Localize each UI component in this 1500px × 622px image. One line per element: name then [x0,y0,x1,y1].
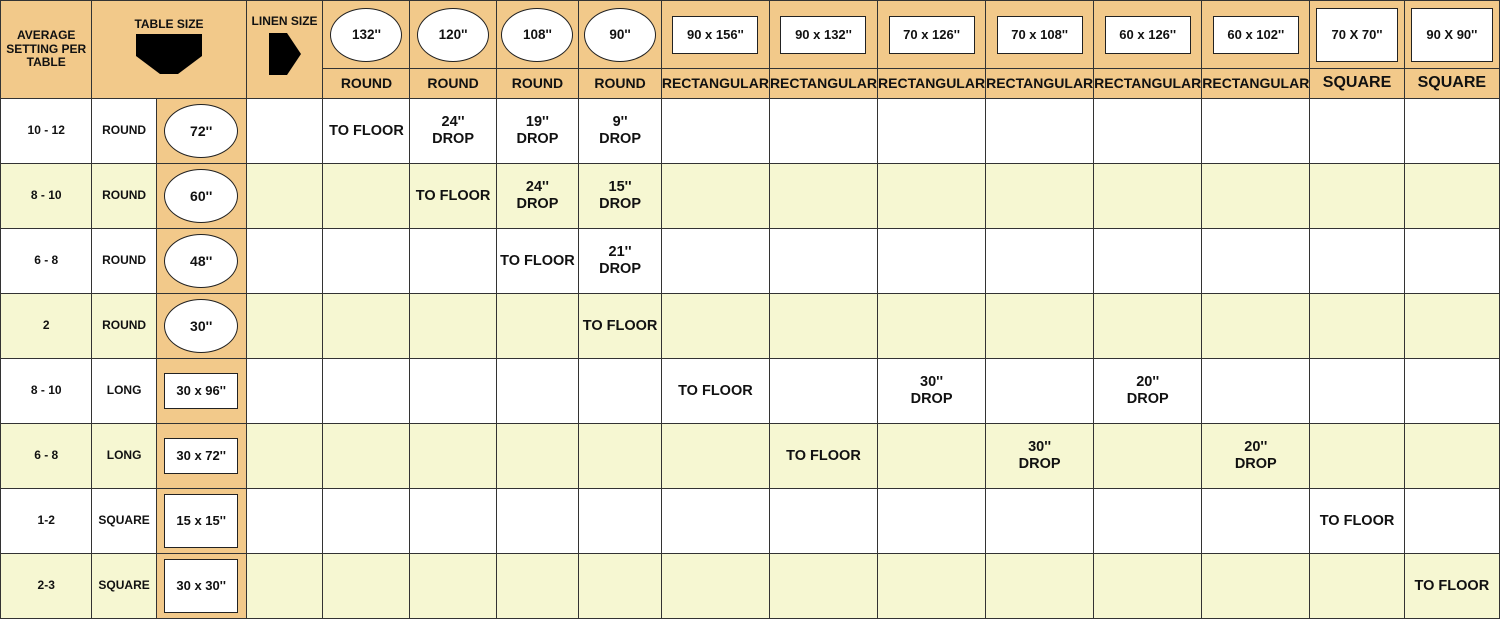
fit-cell [661,489,769,554]
fit-value: 30'' [920,374,944,391]
linen-round-shape: 90'' [584,8,656,62]
fit-value: 21'' [608,244,632,261]
linen-kind-label-4: RECTANGULAR [661,69,769,99]
fit-cell [410,554,496,619]
fit-cell [1310,359,1404,424]
fit-cell [769,229,877,294]
fit-cell [410,489,496,554]
fit-cell [769,294,877,359]
linen-kind-label-2: ROUND [496,69,579,99]
fit-value: 15'' [608,179,632,196]
table-size-cell [156,424,246,489]
fit-drop-label: DROP [599,261,641,277]
table-round-shape: 72'' [164,104,238,158]
linen-size-cell-5 [769,1,877,69]
table-type: ROUND [92,164,156,229]
fit-cell [878,164,986,229]
linen-kind-label-0: ROUND [323,69,410,99]
linen-size-cell-1 [410,1,496,69]
fit-cell [496,164,579,229]
table-row [1,489,1500,554]
fit-cell [579,294,662,359]
linen-spacer-cell [246,554,323,619]
table-row [1,99,1500,164]
fit-value: 30'' [1028,439,1052,456]
fit-cell [769,489,877,554]
table-rect-shape: 30 x 96'' [164,373,238,409]
fit-cell [1094,99,1202,164]
fit-cell [579,229,662,294]
fit-cell [878,99,986,164]
fit-cell [878,489,986,554]
fit-cell [986,489,1094,554]
fit-cell [1310,294,1404,359]
linen-round-shape: 120'' [417,8,489,62]
fit-cell [579,489,662,554]
table-row [1,294,1500,359]
table-type: SQUARE [92,489,156,554]
fit-value: TO FLOOR [500,252,575,269]
linen-size-cell-8 [1094,1,1202,69]
setting-count: 10 - 12 [1,99,92,164]
fit-cell [878,424,986,489]
fit-cell [579,359,662,424]
fit-cell [323,359,410,424]
fit-cell [769,164,877,229]
table-top-icon [92,32,245,81]
table-size-cell [156,359,246,424]
fit-cell [1404,489,1499,554]
fit-value: TO FLOOR [329,122,404,139]
fit-drop-label: DROP [432,131,474,147]
fit-cell [579,99,662,164]
fit-value: TO FLOOR [678,382,753,399]
fit-cell [1094,359,1202,424]
fit-cell [661,164,769,229]
fit-cell [661,359,769,424]
fit-cell [1404,424,1499,489]
linen-spacer-cell [246,359,323,424]
fit-cell [661,294,769,359]
fit-value: TO FLOOR [415,187,491,204]
fit-cell [1404,294,1499,359]
fit-cell [496,359,579,424]
fit-cell [1202,359,1310,424]
table-row [1,164,1500,229]
table-size-header [92,1,246,99]
fit-cell [769,424,877,489]
linen-kind-label-3: ROUND [579,69,662,99]
fit-cell [986,164,1094,229]
fit-cell [1094,424,1202,489]
fit-cell [878,294,986,359]
linen-kind-label-11: SQUARE [1404,69,1499,99]
linen-rect-shape: 70 x 126'' [889,16,975,54]
linen-round-shape: 108'' [501,8,573,62]
fit-cell [323,229,410,294]
average-setting-header [1,1,92,99]
linen-size-cell-3 [579,1,662,69]
fit-cell [1094,229,1202,294]
fit-cell [986,294,1094,359]
linen-spacer-cell [246,164,323,229]
fit-cell [323,489,410,554]
fit-cell [1094,164,1202,229]
linen-size-cell-10 [1310,1,1404,69]
linen-size-cell-0 [323,1,410,69]
fit-drop-label: DROP [1126,391,1169,407]
fit-cell [323,164,410,229]
fit-cell [769,554,877,619]
fit-cell [986,99,1094,164]
table-size-label: TABLE SIZE [134,16,204,31]
fit-drop-label: DROP [1018,456,1061,472]
linen-kind-label-5: RECTANGULAR [769,69,877,99]
table-rect-shape: 30 x 72'' [164,438,238,474]
table-row [1,229,1500,294]
table-size-cell [156,294,246,359]
linen-spacer-cell [246,99,323,164]
linen-spacer-cell [246,229,323,294]
fit-cell [496,489,579,554]
fit-cell [878,359,986,424]
table-type: SQUARE [92,554,156,619]
fit-cell [1404,164,1499,229]
setting-count: 2-3 [1,554,92,619]
fit-drop-label: DROP [910,391,953,407]
setting-count: 8 - 10 [1,164,92,229]
fit-cell [323,424,410,489]
table-round-shape: 30'' [164,299,238,353]
fit-drop-label: DROP [599,131,641,147]
fit-cell [1094,294,1202,359]
linen-kind-label-6: RECTANGULAR [878,69,986,99]
fit-cell [410,229,496,294]
fit-cell [986,424,1094,489]
table-square-shape: 15 x 15'' [164,494,238,548]
table-square-shape: 30 x 30'' [164,559,238,613]
fit-cell [878,554,986,619]
setting-count: 6 - 8 [1,424,92,489]
fit-value: TO FLOOR [786,447,861,464]
linen-kind-label-7: RECTANGULAR [986,69,1094,99]
fit-drop-label: DROP [599,196,641,212]
linen-round-shape: 132'' [330,8,402,62]
linen-square-shape: 70 X 70'' [1316,8,1398,62]
fit-cell [410,294,496,359]
linen-size-cell-4 [661,1,769,69]
average-label-line-1: AVERAGE [16,27,76,42]
average-label-line-3: TABLE [26,55,66,70]
linen-size-header [246,1,323,99]
fit-cell [878,229,986,294]
linen-rect-shape: 60 x 126'' [1105,16,1191,54]
fit-cell [1202,99,1310,164]
table-type: ROUND [92,229,156,294]
fit-value: 9'' [612,114,628,131]
fit-cell [410,99,496,164]
linen-size-cell-2 [496,1,579,69]
table-row [1,359,1500,424]
fit-cell [1202,294,1310,359]
table-type: LONG [92,424,156,489]
linen-size-cell-9 [1202,1,1310,69]
fit-cell [410,359,496,424]
fit-drop-label: DROP [516,131,559,147]
linen-pointer-icon [247,29,323,84]
table-row [1,424,1500,489]
fit-cell [1310,554,1404,619]
fit-cell [1310,489,1404,554]
linen-size-label: LINEN SIZE [251,13,318,28]
linen-size-cell-7 [986,1,1094,69]
linen-kind-label-1: ROUND [410,69,496,99]
fit-cell [1094,489,1202,554]
fit-cell [661,554,769,619]
fit-value: TO FLOOR [1319,512,1395,529]
table-size-cell [156,164,246,229]
fit-value: 20'' [1244,439,1268,456]
fit-cell [1310,99,1404,164]
table-type: ROUND [92,294,156,359]
fit-cell [410,424,496,489]
fit-cell [496,424,579,489]
table-round-shape: 48'' [164,234,238,288]
fit-cell [323,99,410,164]
fit-cell [661,229,769,294]
fit-cell [1202,229,1310,294]
linen-kind-label-9: RECTANGULAR [1202,69,1310,99]
fit-cell [1310,229,1404,294]
fit-cell [579,554,662,619]
fit-value: 20'' [1136,374,1160,391]
fit-cell [1404,359,1499,424]
linen-kind-label-10: SQUARE [1310,69,1404,99]
fit-drop-label: DROP [516,196,559,212]
table-size-cell [156,489,246,554]
setting-count: 2 [1,294,92,359]
setting-count: 1-2 [1,489,92,554]
fit-cell [1202,164,1310,229]
fit-cell [1202,554,1310,619]
fit-cell [1404,554,1499,619]
fit-cell [496,554,579,619]
fit-value: 24'' [441,114,465,131]
table-type: ROUND [92,99,156,164]
table-size-cell [156,554,246,619]
fit-cell [661,99,769,164]
table-size-cell [156,99,246,164]
fit-cell [986,229,1094,294]
fit-cell [410,164,496,229]
fit-cell [661,424,769,489]
linen-kind-label-8: RECTANGULAR [1094,69,1202,99]
fit-cell [1094,554,1202,619]
linen-rect-shape: 90 x 156'' [672,16,758,54]
table-size-cell [156,229,246,294]
table-round-shape: 60'' [164,169,238,223]
fit-cell [769,359,877,424]
fit-cell [496,229,579,294]
table-type: LONG [92,359,156,424]
fit-cell [1202,489,1310,554]
fit-cell [1310,424,1404,489]
fit-cell [986,554,1094,619]
linen-square-shape: 90 X 90'' [1411,8,1493,62]
linen-rect-shape: 70 x 108'' [997,16,1083,54]
fit-drop-label: DROP [1234,456,1277,472]
linen-rect-shape: 90 x 132'' [780,16,866,54]
fit-value: 24'' [525,179,549,196]
fit-cell [1202,424,1310,489]
fit-cell [1404,229,1499,294]
table-row [1,554,1500,619]
linen-rect-shape: 60 x 102'' [1213,16,1299,54]
fit-cell [579,424,662,489]
fit-cell [1310,164,1404,229]
fit-value: TO FLOOR [1414,577,1490,594]
setting-count: 8 - 10 [1,359,92,424]
linen-spacer-cell [246,424,323,489]
fit-cell [579,164,662,229]
fit-cell [496,294,579,359]
fit-cell [986,359,1094,424]
fit-cell [769,99,877,164]
linen-size-cell-11 [1404,1,1499,69]
fit-cell [323,554,410,619]
fit-cell [323,294,410,359]
fit-cell [496,99,579,164]
linen-spacer-cell [246,294,323,359]
fit-value: TO FLOOR [582,317,658,334]
fit-value: 19'' [525,114,549,131]
fit-cell [1404,99,1499,164]
linen-spacer-cell [246,489,323,554]
setting-count: 6 - 8 [1,229,92,294]
average-label-line-2: SETTING PER [6,41,87,56]
linen-size-cell-6 [878,1,986,69]
